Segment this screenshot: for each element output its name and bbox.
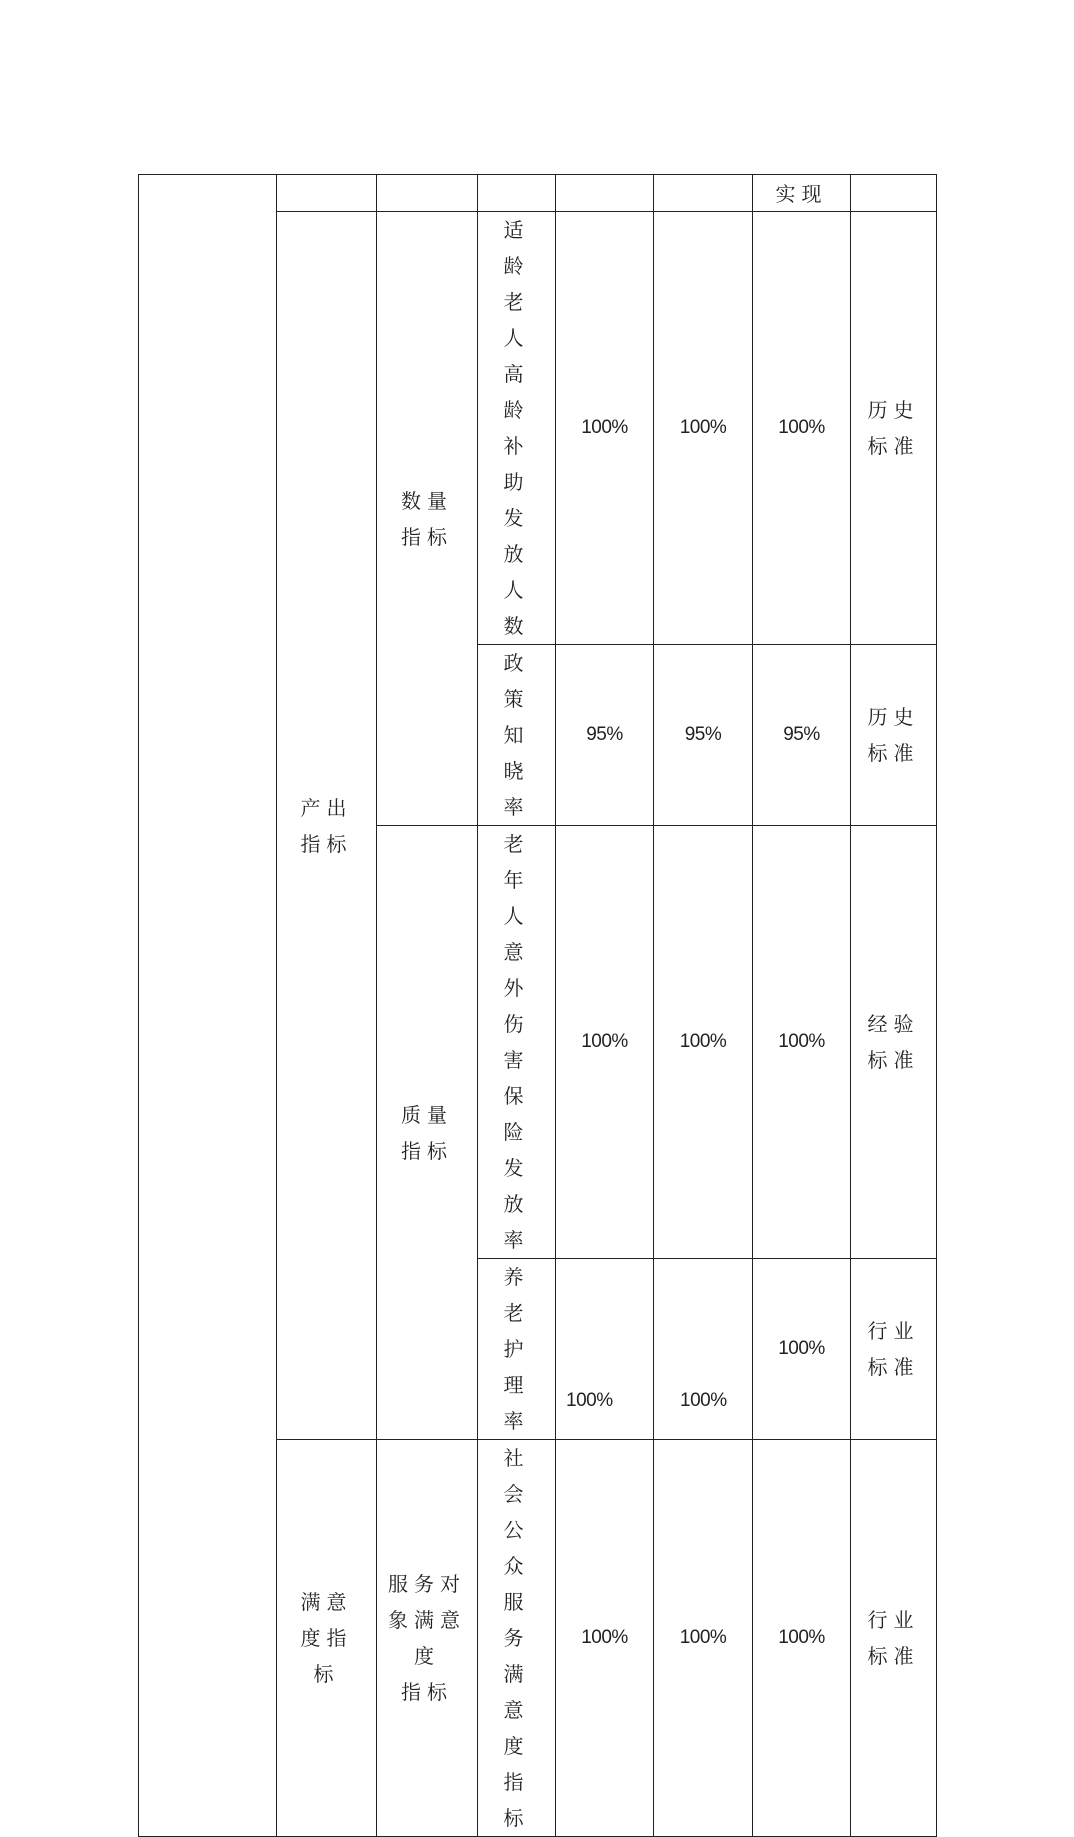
basis-cell: 历史标准 [851,212,937,645]
indicator-name: 适龄老人高龄补助发放人数 [478,212,556,645]
value-cell: 100% [556,212,654,645]
label-line: 服务对象满意度 [388,1572,466,1668]
header-cell [277,175,377,212]
value-cell: 100% [753,1440,851,1837]
value-cell: 95% [654,645,753,826]
first-column-merged-cell [139,175,277,1837]
service-satisfaction-label [377,1440,478,1837]
indicator-name: 养老护理率 [478,1259,556,1440]
header-cell [478,175,556,212]
basis-cell: 历史标准 [851,645,937,826]
value-cell: 100% [654,826,753,1259]
header-cell [377,175,478,212]
value-cell: 100% [654,1259,753,1440]
header-cell [556,175,654,212]
basis-cell: 行业标准 [851,1440,937,1837]
basis-cell: 行业标准 [851,1259,937,1440]
header-cell [851,175,937,212]
value-cell: 100% [654,1440,753,1837]
satisfaction-indicator-label: 满意度指标 [277,1440,377,1837]
value-cell: 100% [753,1259,851,1440]
value-cell: 100% [556,826,654,1259]
header-cell [654,175,753,212]
indicator-name: 政策知晓率 [478,645,556,826]
quantity-indicator-label: 数量指标 [377,212,478,826]
value-cell: 100% [654,212,753,645]
table-row-header-continued [139,175,937,212]
indicator-name: 社会公众服务满意度指标 [478,1440,556,1837]
header-cell-actual: 实现 [753,175,851,212]
basis-cell: 经验标准 [851,826,937,1259]
value-cell: 95% [556,645,654,826]
output-indicator-label: 产出指标 [277,212,377,1440]
value-cell: 100% [556,1259,654,1440]
value-cell: 100% [753,212,851,645]
label-line: 指标 [401,1680,453,1704]
performance-indicator-table [138,174,937,1837]
value-cell: 95% [753,645,851,826]
quality-indicator-label: 质量指标 [377,826,478,1440]
indicator-name: 老年人意外伤害保险发放率 [478,826,556,1259]
value-cell: 100% [753,826,851,1259]
value-cell: 100% [556,1440,654,1837]
